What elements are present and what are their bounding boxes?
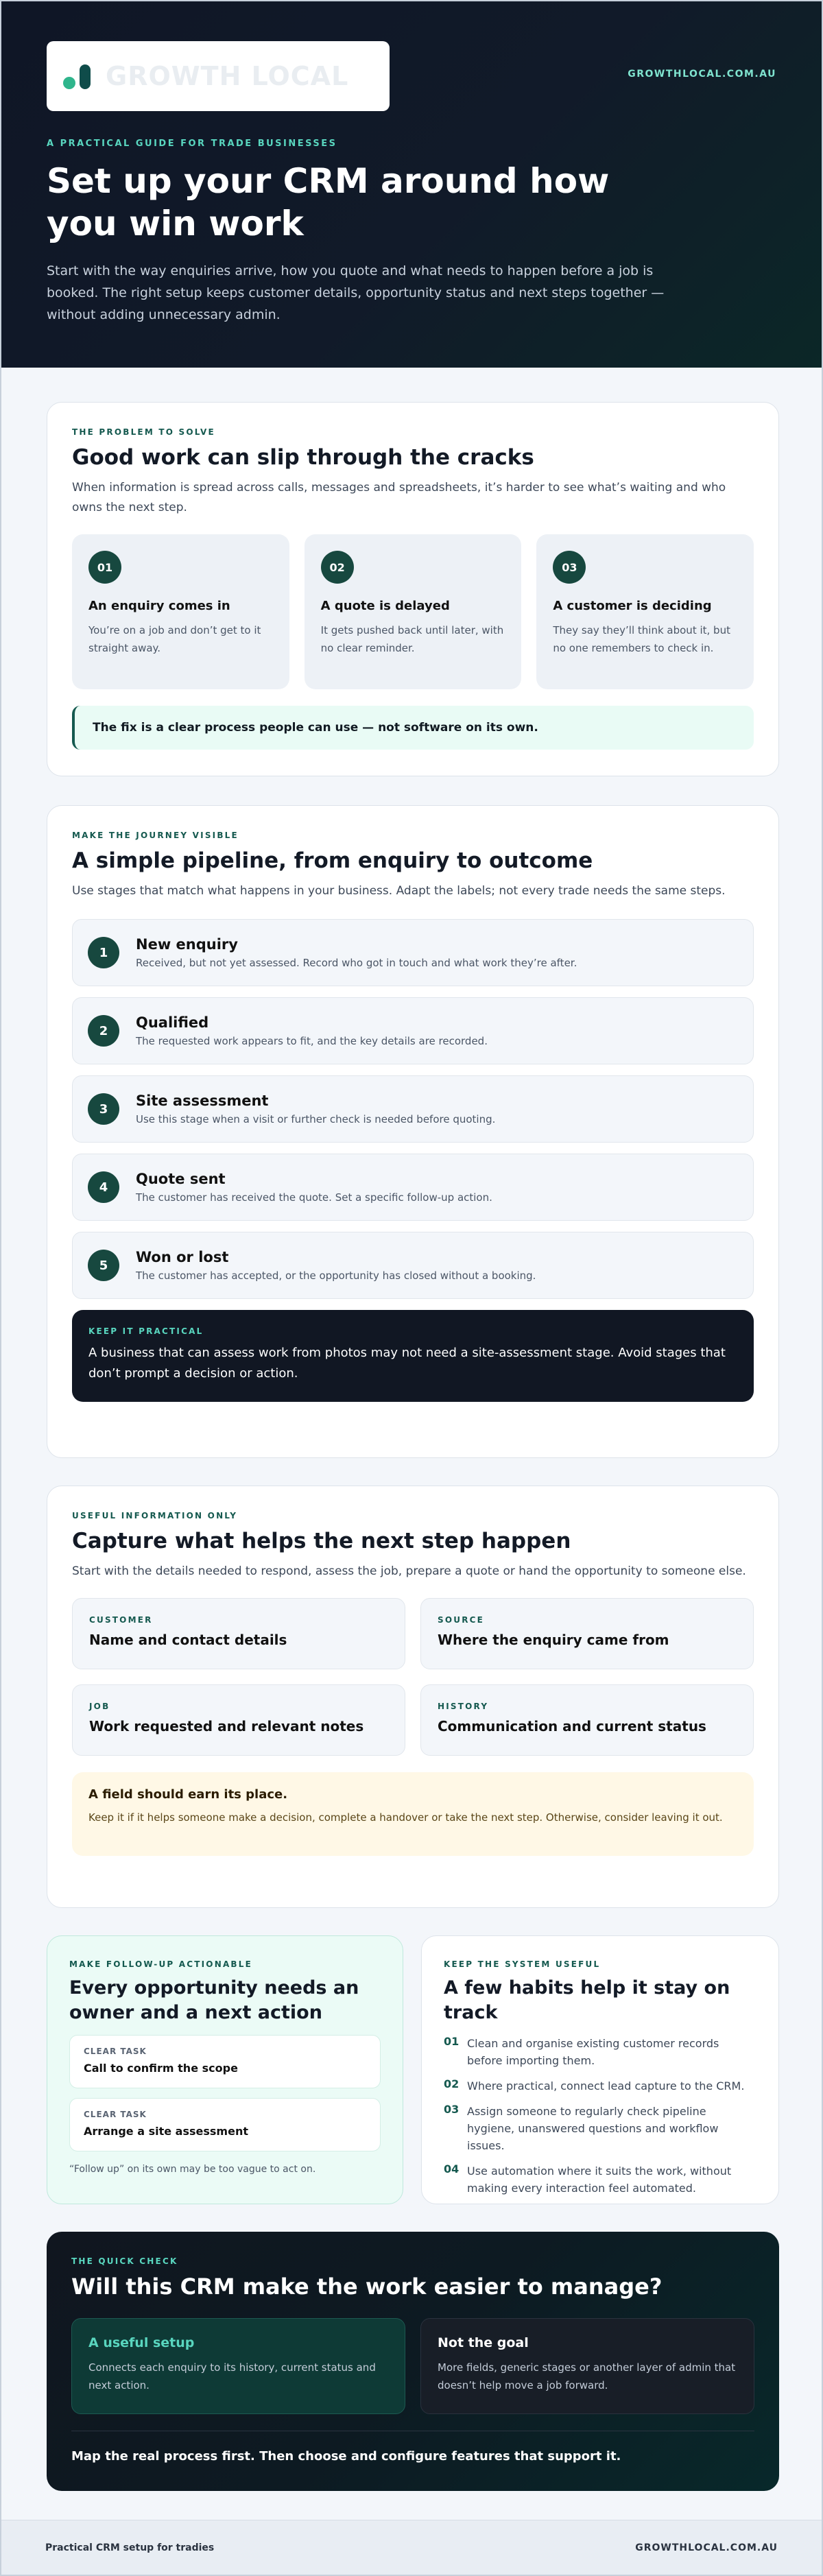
section-title: Will this CRM make the work easier to manage? — [71, 2274, 663, 2300]
pipeline-stage — [72, 1154, 754, 1221]
section-title: Every opportunity needs an owner and a next action — [69, 1977, 359, 2023]
field-value: Work requested and relevant notes — [89, 1718, 364, 1734]
stage-text: The requested work appears to fit, and the key details are recorded. — [136, 1035, 488, 1047]
section-title: Capture what helps the next step happen — [72, 1529, 571, 1553]
problem-grid — [72, 534, 754, 689]
pipeline-stage — [72, 1232, 754, 1299]
followup-note: “Follow up” on its own may be too vague to act on. — [69, 2164, 316, 2175]
check-summary: Map the real process first. Then choose and configure features that support it. — [71, 2449, 621, 2464]
useful-setup-box — [71, 2318, 405, 2414]
page-title: Set up your CRM around how you win work — [47, 161, 610, 243]
stage-text: Use this stage when a visit or further check is needed before quoting. — [136, 1113, 496, 1125]
task-card — [69, 2098, 381, 2151]
field-label: HISTORY — [438, 1702, 489, 1711]
field-value: Where the enquiry came from — [438, 1632, 669, 1648]
field-note — [72, 1772, 754, 1856]
pipeline-stages — [72, 919, 754, 1299]
habit-number: 01 — [444, 2035, 460, 2048]
habits-section — [421, 1935, 779, 2204]
field-value: Communication and current status — [438, 1718, 706, 1734]
logo-mark-icon — [62, 60, 95, 92]
section-eyebrow: THE PROBLEM TO SOLVE — [72, 427, 215, 437]
tip-text: A business that can assess work from photos may not need a site-assessment stage. Avoid stages that don’t prompt a decision or action. — [88, 1346, 726, 1381]
field-card — [72, 1598, 405, 1669]
hero-eyebrow: A PRACTICAL GUIDE FOR TRADE BUSINESSES — [47, 139, 337, 149]
problem-item-title: A customer is deciding — [553, 599, 712, 613]
useful-setup-title: A useful setup — [88, 2335, 195, 2350]
section-eyebrow: MAKE FOLLOW-UP ACTIONABLE — [69, 1959, 253, 1969]
field-grid — [72, 1598, 754, 1756]
hero-lead: Start with the way enquiries arrive, how you quote and what needs to happen before a job is booked. The right setup keeps customer details, opportunity status and next steps together — without adding unnecessary admin. — [47, 263, 665, 322]
habit-item — [444, 2035, 756, 2069]
stage-title: Site assessment — [136, 1093, 269, 1109]
site-url-link[interactable]: GROWTHLOCAL.COM.AU — [628, 69, 776, 80]
not-goal-text: More fields, generic stages or another layer of admin that doesn’t help move a job forward. — [438, 2361, 736, 2392]
problem-item — [305, 534, 522, 689]
hero-header — [1, 1, 822, 368]
section-eyebrow: MAKE THE JOURNEY VISIBLE — [72, 831, 239, 840]
habit-text: Use automation where it suits the work, without making every interaction feel automated. — [467, 2164, 732, 2195]
stage-title: Won or lost — [136, 1249, 229, 1265]
check-grid — [71, 2318, 754, 2414]
logo[interactable] — [47, 41, 390, 111]
habit-text: Clean and organise existing customer records before importing them. — [467, 2037, 719, 2067]
habit-number: 03 — [444, 2103, 460, 2116]
field-label: CUSTOMER — [89, 1615, 153, 1625]
problem-section — [47, 402, 779, 776]
not-goal-title: Not the goal — [438, 2335, 529, 2350]
quick-check-section — [47, 2232, 779, 2491]
useful-setup-text: Connects each enquiry to its history, current status and next action. — [88, 2361, 376, 2392]
habit-item — [444, 2103, 756, 2154]
stage-text: The customer has received the quote. Set a specific follow-up action. — [136, 1191, 492, 1204]
stage-number-badge: 5 — [88, 1250, 119, 1281]
habit-number: 04 — [444, 2162, 460, 2175]
stage-number-badge: 2 — [88, 1015, 119, 1047]
habit-text: Where practical, connect lead capture to the CRM. — [467, 2079, 745, 2092]
capture-section — [47, 1486, 779, 1908]
stage-title: Quote sent — [136, 1171, 226, 1187]
not-goal-box — [420, 2318, 754, 2414]
problem-item-title: A quote is delayed — [320, 599, 450, 613]
stage-text: The customer has accepted, or the opportunity has closed without a booking. — [136, 1269, 536, 1282]
field-card — [72, 1684, 405, 1756]
stage-number-badge: 4 — [88, 1171, 119, 1203]
problem-item-text: They say they’ll think about it, but no one remembers to check in. — [553, 624, 730, 654]
note-title: A field should earn its place. — [88, 1787, 288, 1802]
page-footer — [1, 2520, 822, 2575]
footer-site-link[interactable]: GROWTHLOCAL.COM.AU — [635, 2542, 778, 2553]
section-lead: Use stages that match what happens in your business. Adapt the labels; not every trade needs the same steps. — [72, 884, 726, 898]
field-card — [420, 1598, 754, 1669]
task-value: Call to confirm the scope — [84, 2062, 238, 2075]
followup-section — [47, 1935, 403, 2204]
stage-number-badge: 3 — [88, 1093, 119, 1125]
problem-item-text: It gets pushed back until later, with no clear reminder. — [320, 624, 504, 654]
problem-item — [536, 534, 754, 689]
section-title: A simple pipeline, from enquiry to outcome — [72, 848, 593, 873]
section-title: A few habits help it stay on track — [444, 1977, 730, 2023]
footer-caption: Practical CRM setup for tradies — [45, 2542, 215, 2553]
habit-text: Assign someone to regularly check pipeline hygiene, unanswered questions and workflow issues. — [467, 2105, 719, 2152]
logo-text: GROWTH LOCAL — [106, 61, 349, 91]
task-card — [69, 2035, 381, 2088]
field-card — [420, 1684, 754, 1756]
task-label: CLEAR TASK — [84, 2110, 147, 2119]
step-number-badge: 02 — [321, 551, 354, 584]
section-eyebrow: THE QUICK CHECK — [71, 2256, 178, 2266]
note-text: Keep it if it helps someone make a decision, complete a handover or take the next step. Otherwise, consider leaving it out. — [88, 1811, 723, 1824]
section-title: Good work can slip through the cracks — [72, 445, 534, 470]
practical-tip — [72, 1310, 754, 1402]
pipeline-stage — [72, 1075, 754, 1143]
pipeline-stage — [72, 997, 754, 1064]
stage-text: Received, but not yet assessed. Record who got in touch and what work they’re after. — [136, 957, 577, 969]
habit-item — [444, 2077, 756, 2095]
pipeline-section — [47, 805, 779, 1458]
habit-number: 02 — [444, 2077, 460, 2090]
habit-item — [444, 2162, 756, 2197]
section-lead: When information is spread across calls, messages and spreadsheets, it’s harder to see what’s waiting and who owns the next step. — [72, 481, 726, 514]
pipeline-stage — [72, 919, 754, 986]
problem-item-text: You’re on a job and don’t get to it straight away. — [88, 624, 261, 654]
tip-eyebrow: KEEP IT PRACTICAL — [88, 1326, 204, 1336]
section-eyebrow: USEFUL INFORMATION ONLY — [72, 1511, 238, 1520]
task-label: CLEAR TASK — [84, 2047, 147, 2056]
section-lead: Start with the details needed to respond, assess the job, prepare a quote or hand the opportunity to someone else. — [72, 1564, 746, 1578]
field-value: Name and contact details — [89, 1632, 287, 1648]
fix-callout: The fix is a clear process people can use — not software on its own. — [72, 706, 754, 750]
field-label: SOURCE — [438, 1615, 485, 1625]
problem-item — [72, 534, 289, 689]
section-eyebrow: KEEP THE SYSTEM USEFUL — [444, 1959, 601, 1969]
stage-number-badge: 1 — [88, 937, 119, 968]
step-number-badge: 01 — [88, 551, 121, 584]
stage-title: New enquiry — [136, 936, 238, 953]
habits-list — [444, 2035, 756, 2197]
problem-item-title: An enquiry comes in — [88, 599, 230, 613]
stage-title: Qualified — [136, 1014, 209, 1031]
step-number-badge: 03 — [553, 551, 586, 584]
field-label: JOB — [89, 1702, 110, 1711]
task-value: Arrange a site assessment — [84, 2125, 248, 2138]
